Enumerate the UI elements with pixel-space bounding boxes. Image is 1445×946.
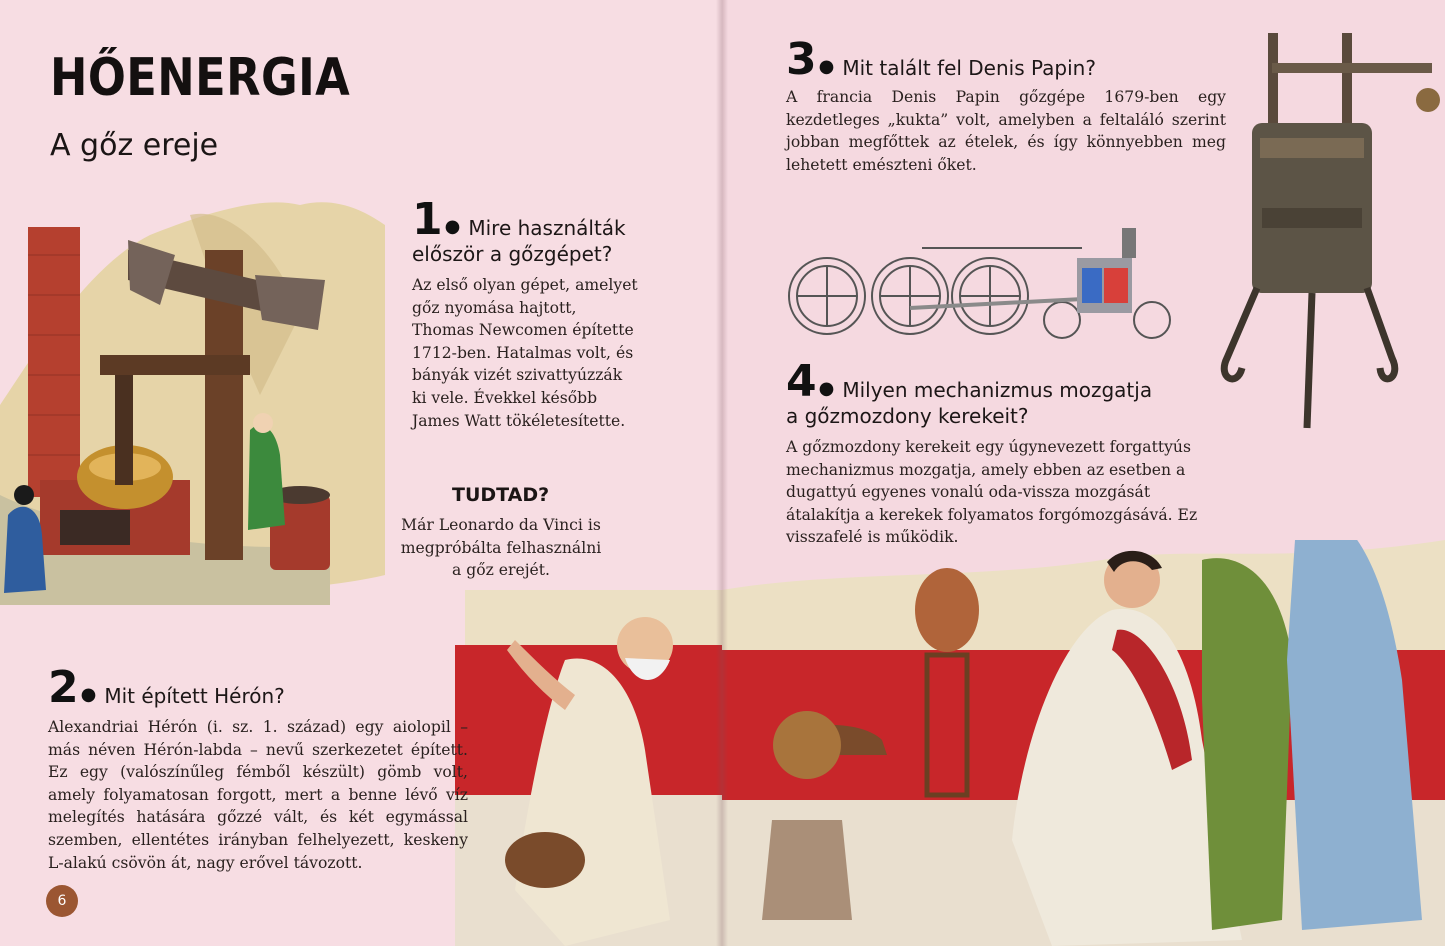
question-4 <box>786 356 1216 549</box>
question-3-title: Mit talált fel Denis Papin? <box>842 56 1096 80</box>
right-page <box>722 0 1445 946</box>
newcomen-engine-illustration <box>0 195 390 615</box>
heron-scene-illustration-right <box>722 540 1445 946</box>
bullet-dot-icon: ● <box>444 216 461 237</box>
left-page <box>0 0 722 946</box>
bullet-dot-icon: ● <box>80 684 97 705</box>
question-4-title-line2: a gőzmozdony kerekeit? <box>786 404 1029 428</box>
tudtad-body: Már Leonardo da Vinci is megpróbálta felhasználni a gőz erejét. <box>400 516 602 580</box>
heron-scene-illustration <box>455 590 722 946</box>
question-1-number: 1 <box>412 194 443 245</box>
question-1 <box>412 194 640 432</box>
question-3-number: 3 <box>786 34 817 85</box>
question-1-title-line2: először a gőzgépet? <box>412 242 613 266</box>
question-4-body: A gőzmozdony kerekeit egy úgynevezett forgattyús mechanizmus mozgatja, amely ebben az esetben a dugattyú egyenes vonalú oda-vissza mozgását átalakítja a kerekek folyamatos forgómozgásává. Ez visszafelé is működik. <box>786 438 1198 547</box>
page-subtitle: A gőz ereje <box>50 128 219 163</box>
question-3 <box>786 34 1226 176</box>
question-1-body: Az első olyan gépet, amelyet gőz nyomása hajtott, Thomas Newcomen építette 1712-ben. Hatalmas volt, és bányák vizét szivattyúzzák ki vele. Évekkel később James Watt tökéletesítette. <box>412 276 638 430</box>
locomotive-mechanism-diagram <box>782 228 1177 343</box>
question-2 <box>48 662 468 874</box>
question-3-body: A francia Denis Papin gőzgépe 1679-ben egy kezdetleges „kukta” volt, amelyben a feltaláló szerint jobban megfőttek az ételek, és így könnyebben meg lehetett emészteni őket. <box>786 88 1226 174</box>
question-1-title-line1: Mire használták <box>468 216 626 240</box>
page-title: HŐENERGIA <box>50 48 351 108</box>
bullet-dot-icon: ● <box>818 56 835 77</box>
book-gutter <box>716 0 728 946</box>
question-2-number: 2 <box>48 662 79 713</box>
question-4-title-line1: Milyen mechanizmus mozgatja <box>842 378 1153 402</box>
papin-digester-illustration <box>1212 28 1445 448</box>
page-number-badge: 6 <box>46 885 78 917</box>
bullet-dot-icon: ● <box>818 378 835 399</box>
question-4-number: 4 <box>786 356 817 407</box>
tudtad-heading: TUDTAD? <box>452 484 550 506</box>
question-2-title: Mit épített Hérón? <box>104 684 285 708</box>
question-2-body: Alexandriai Hérón (i. sz. 1. század) egy aiolopil – más néven Hérón-labda – nevű szerkezetet épített. Ez egy (valószínűleg fémből készült) gömb volt, amely folyamatosan forgott, mert a benne lévő víz melegítés hatására gőzzé vált, és két egymással szemben, ellentétes irányban felhelyezett, keskeny L-alakú csövön át, nagy erővel távozott. <box>48 718 468 872</box>
